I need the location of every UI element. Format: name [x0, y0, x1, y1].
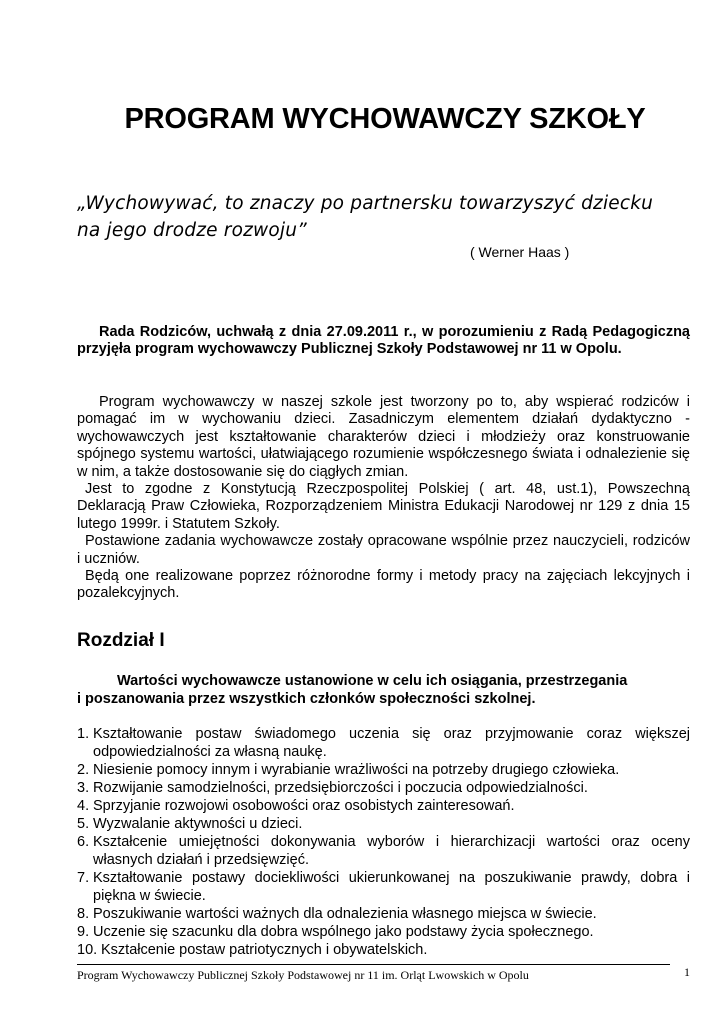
- motto-quote: „Wychowywać, to znaczy po partnersku towarzyszyć dziecku na jego drodze rozwoju”: [77, 193, 654, 241]
- list-item: [77, 905, 690, 923]
- list-item-number: 3.: [77, 780, 90, 796]
- list-item-text: Sprzyjanie rozwojowi osobowości oraz osobistych zainteresowań.: [93, 798, 515, 814]
- intro-paragraph-3: Postawione zadania wychowawcze zostały opracowane wspólnie przez nauczycieli, rodziców i uczniów.: [77, 533, 690, 567]
- list-item-text: Kształtowanie postawy dociekliwości ukierunkowanej na poszukiwanie prawdy, dobra i piękna w świecie.: [93, 870, 690, 904]
- list-item: [77, 779, 690, 797]
- list-item-text: Kształcenie postaw patriotycznych i obywatelskich.: [101, 942, 428, 958]
- values-list: [77, 725, 690, 959]
- values-intro-line-2: i poszanowania przez wszystkich członków społeczności szkolnej.: [77, 690, 536, 707]
- list-item-number: 10.: [77, 942, 98, 958]
- list-item-text: Kształcenie umiejętności dokonywania wyborów i hierarchizacji wartości oraz oceny własnych działań i przedsięwzięć.: [93, 834, 690, 868]
- intro-paragraph-2: Jest to zgodne z Konstytucją Rzeczpospolitej Polskiej ( art. 48, ust.1), Powszechną Deklaracją Praw Człowieka, Rozporządzeniem Ministra Edukacji Narodowej nr 129 z dnia 15 lutego 1999r. i Statutem Szkoły.: [77, 481, 690, 532]
- list-item-number: 2.: [77, 762, 90, 778]
- values-intro: [77, 673, 690, 708]
- list-item: [77, 941, 690, 959]
- list-item-number: 4.: [77, 798, 90, 814]
- list-item-number: 6.: [77, 834, 90, 850]
- resolution-paragraph: Rada Rodziców, uchwałą z dnia 27.09.2011 r., w porozumieniu z Radą Pedagogiczną przyjęła program wychowawczy Publicznej Szkoły Podstawowej nr 11 w Opolu.: [77, 324, 690, 358]
- list-item-text: Uczenie się szacunku dla dobra wspólnego jako podstawy życia społecznego.: [93, 924, 594, 940]
- intro-paragraph-4: Będą one realizowane poprzez różnorodne formy i metody pracy na zajęciach lekcyjnych i pozalekcyjnych.: [77, 568, 690, 602]
- list-item-number: 5.: [77, 816, 90, 832]
- list-item-text: Poszukiwanie wartości ważnych dla odnalezienia własnego miejsca w świecie.: [93, 906, 597, 922]
- list-item-number: 8.: [77, 906, 90, 922]
- page-number: 1: [684, 965, 690, 979]
- intro-paragraph-1: Program wychowawczy w naszej szkole jest tworzony po to, aby wspierać rodziców i pomagać im w wychowaniu dzieci. Zasadniczym elementem działań dydaktyczno - wychowawczych jest kształtowanie charakterów dzieci i młodzieży oraz konstruowanie spójnego systemu wartości, ułatwiającego rozumienie współczesnego świata i odnalezienie się w nim, a także dostosowanie się do ciągłych zmian.: [77, 394, 690, 480]
- list-item: [77, 833, 690, 869]
- list-item-number: 7.: [77, 870, 90, 886]
- footer-text: Program Wychowawczy Publicznej Szkoły Podstawowej nr 11 im. Orląt Lwowskich w Opolu: [77, 968, 529, 982]
- list-item: [77, 923, 690, 941]
- values-intro-line-1: Wartości wychowawcze ustanowione w celu ich osiągania, przestrzegania: [117, 673, 628, 689]
- list-item: [77, 797, 690, 815]
- list-item-text: Rozwijanie samodzielności, przedsiębiorczości i poczucia odpowiedzialności.: [93, 780, 588, 796]
- motto-author: ( Werner Haas ): [470, 244, 570, 260]
- list-item-number: 1.: [77, 726, 90, 742]
- footer-divider: [77, 964, 670, 965]
- list-item: [77, 869, 690, 905]
- list-item: [77, 761, 690, 779]
- list-item-text: Kształtowanie postaw świadomego uczenia się oraz przyjmowanie coraz większej odpowiedzialności za własną naukę.: [93, 726, 690, 760]
- list-item-number: 9.: [77, 924, 90, 940]
- list-item-text: Wyzwalanie aktywności u dzieci.: [93, 816, 303, 832]
- chapter-heading: Rozdział I: [77, 630, 165, 651]
- list-item: [77, 815, 690, 833]
- document-title: PROGRAM WYCHOWAWCZY SZKOŁY: [124, 103, 646, 135]
- list-item: [77, 725, 690, 761]
- intro-section: [77, 394, 690, 603]
- list-item-text: Niesienie pomocy innym i wyrabianie wrażliwości na potrzeby drugiego człowieka.: [93, 762, 620, 778]
